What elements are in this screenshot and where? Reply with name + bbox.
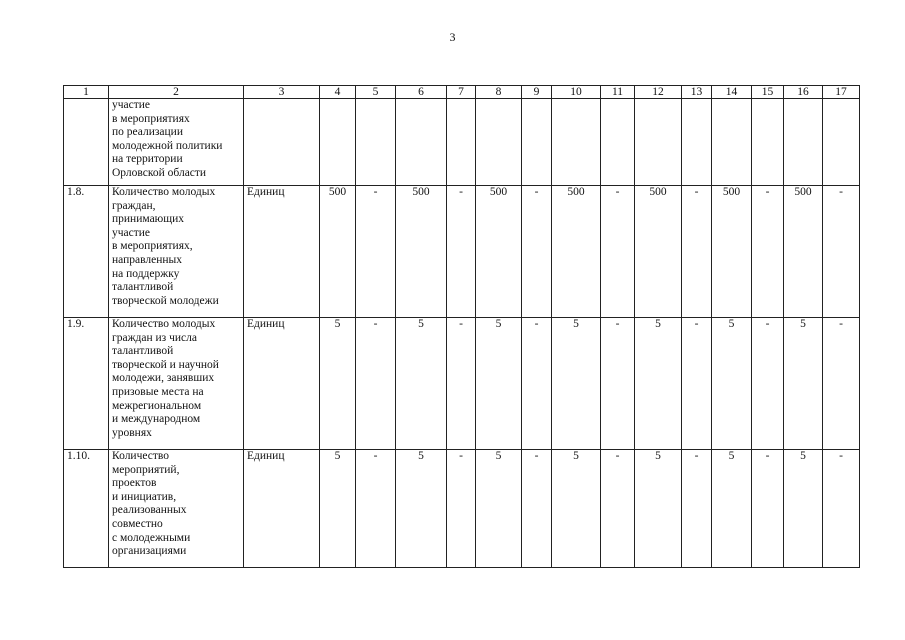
value-cell: 5 bbox=[320, 318, 356, 450]
value-cell: 500 bbox=[476, 186, 522, 318]
value-cell: 5 bbox=[712, 318, 752, 450]
value-cell: 5 bbox=[784, 318, 823, 450]
column-header: 3 bbox=[244, 86, 320, 99]
value-cell: 5 bbox=[552, 450, 601, 568]
value-cell bbox=[356, 99, 396, 186]
column-header: 5 bbox=[356, 86, 396, 99]
indicator-name-cell: Количество мероприятий, проектов и инициатив, реализованных совместно с молодежными организациями bbox=[109, 450, 244, 568]
value-cell: 500 bbox=[784, 186, 823, 318]
value-cell bbox=[712, 99, 752, 186]
value-cell bbox=[752, 99, 784, 186]
value-cell: - bbox=[752, 450, 784, 568]
value-cell: - bbox=[522, 186, 552, 318]
unit-cell: Единиц bbox=[244, 450, 320, 568]
value-cell bbox=[476, 99, 522, 186]
value-cell: - bbox=[522, 450, 552, 568]
table-row bbox=[64, 99, 860, 186]
value-cell: 500 bbox=[635, 186, 682, 318]
column-header: 7 bbox=[447, 86, 476, 99]
value-cell: 5 bbox=[476, 450, 522, 568]
column-header: 14 bbox=[712, 86, 752, 99]
value-cell bbox=[320, 99, 356, 186]
value-cell bbox=[784, 99, 823, 186]
column-header: 6 bbox=[396, 86, 447, 99]
indicators-table bbox=[63, 85, 860, 568]
header-row bbox=[64, 86, 860, 99]
table-row bbox=[64, 186, 860, 318]
table-row bbox=[64, 450, 860, 568]
value-cell bbox=[447, 99, 476, 186]
indicator-name-cell: Количество молодых граждан из числа талантливой творческой и научной молодежи, занявших призовые места на межрегиональном и международном уровнях bbox=[109, 318, 244, 450]
value-cell: - bbox=[823, 186, 860, 318]
column-header: 10 bbox=[552, 86, 601, 99]
column-header: 12 bbox=[635, 86, 682, 99]
unit-cell: Единиц bbox=[244, 318, 320, 450]
value-cell: 500 bbox=[396, 186, 447, 318]
page-number: 3 bbox=[449, 30, 456, 44]
column-header: 2 bbox=[109, 86, 244, 99]
value-cell: - bbox=[601, 450, 635, 568]
value-cell: - bbox=[356, 186, 396, 318]
column-header: 1 bbox=[64, 86, 109, 99]
value-cell: - bbox=[682, 318, 712, 450]
column-header: 16 bbox=[784, 86, 823, 99]
value-cell: 5 bbox=[635, 450, 682, 568]
row-number-cell bbox=[64, 99, 109, 186]
value-cell: - bbox=[752, 186, 784, 318]
value-cell: - bbox=[823, 318, 860, 450]
value-cell bbox=[635, 99, 682, 186]
indicator-name-cell: Количество молодых граждан, принимающих участие в мероприятиях, направленных на поддержку талантливой творческой молодежи bbox=[109, 186, 244, 318]
value-cell bbox=[823, 99, 860, 186]
value-cell: 5 bbox=[396, 318, 447, 450]
value-cell: 5 bbox=[396, 450, 447, 568]
value-cell: - bbox=[522, 318, 552, 450]
value-cell: - bbox=[682, 450, 712, 568]
value-cell: 5 bbox=[552, 318, 601, 450]
column-header: 13 bbox=[682, 86, 712, 99]
column-header: 8 bbox=[476, 86, 522, 99]
value-cell: - bbox=[752, 318, 784, 450]
value-cell: - bbox=[601, 318, 635, 450]
value-cell: 500 bbox=[320, 186, 356, 318]
value-cell bbox=[552, 99, 601, 186]
value-cell: 5 bbox=[320, 450, 356, 568]
column-header: 17 bbox=[823, 86, 860, 99]
value-cell: 500 bbox=[712, 186, 752, 318]
value-cell: 5 bbox=[476, 318, 522, 450]
value-cell: - bbox=[356, 450, 396, 568]
column-header: 11 bbox=[601, 86, 635, 99]
column-header: 9 bbox=[522, 86, 552, 99]
value-cell: - bbox=[447, 318, 476, 450]
value-cell bbox=[396, 99, 447, 186]
table-row bbox=[64, 318, 860, 450]
value-cell: - bbox=[601, 186, 635, 318]
column-header: 15 bbox=[752, 86, 784, 99]
value-cell bbox=[601, 99, 635, 186]
value-cell: - bbox=[447, 450, 476, 568]
indicator-name-cell: участие в мероприятиях по реализации молодежной политики на территории Орловской области bbox=[109, 99, 244, 186]
row-number-cell: 1.9. bbox=[64, 318, 109, 450]
value-cell: 5 bbox=[784, 450, 823, 568]
value-cell: - bbox=[823, 450, 860, 568]
value-cell: 500 bbox=[552, 186, 601, 318]
value-cell: 5 bbox=[712, 450, 752, 568]
value-cell: - bbox=[682, 186, 712, 318]
unit-cell bbox=[244, 99, 320, 186]
value-cell bbox=[522, 99, 552, 186]
value-cell: - bbox=[447, 186, 476, 318]
column-header: 4 bbox=[320, 86, 356, 99]
row-number-cell: 1.10. bbox=[64, 450, 109, 568]
value-cell: 5 bbox=[635, 318, 682, 450]
value-cell: - bbox=[356, 318, 396, 450]
unit-cell: Единиц bbox=[244, 186, 320, 318]
row-number-cell: 1.8. bbox=[64, 186, 109, 318]
value-cell bbox=[682, 99, 712, 186]
